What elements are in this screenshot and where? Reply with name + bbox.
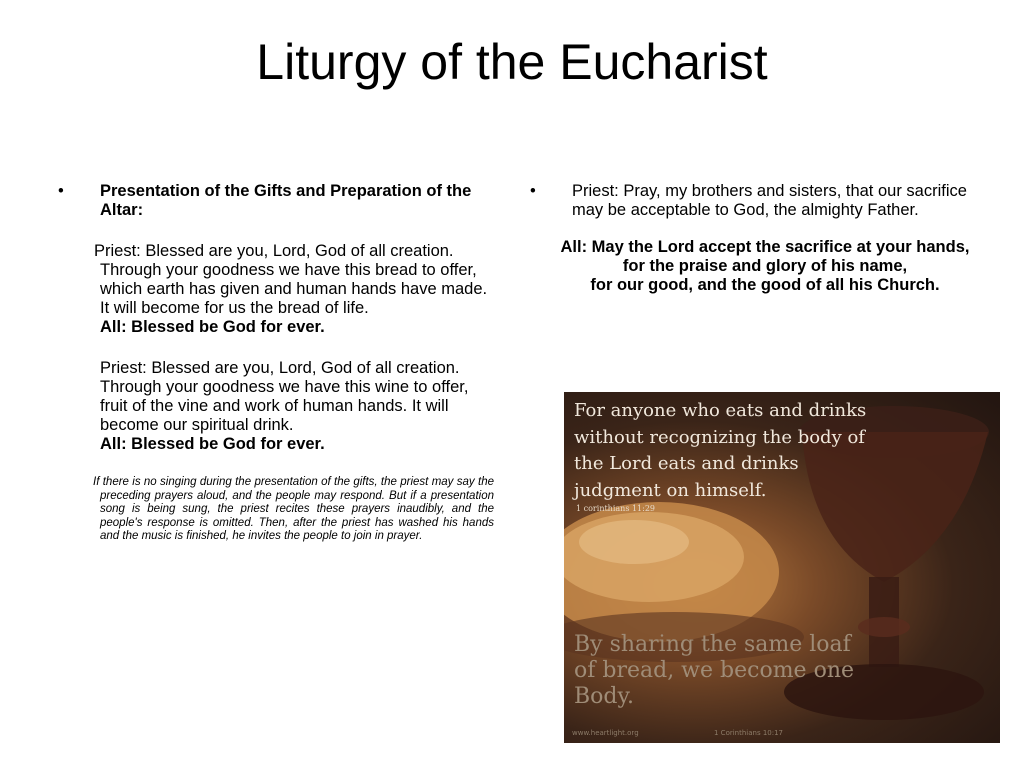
left-bullet <box>58 182 494 220</box>
image-footer-site: www.heartlight.org <box>572 729 639 737</box>
image-verse-bottom: By sharing the same loaf of bread, we become one Body. <box>574 632 855 709</box>
rubric-note: If there is no singing during the presentation of the gifts, the priest may say the preceding prayers aloud, and the people may respond. But if a presentation song is being sung, the priest recites these prayers inaudibly, and the people's response is omitted. Then, after the priest has washed his hands and the music is finished, he invites the people to join in prayer. <box>93 476 494 542</box>
wine-all-response: All: Blessed be God for ever. <box>100 435 325 453</box>
priest-invitation-line1: Priest: Pray, my brothers and sisters, that our sacrifice <box>572 182 967 200</box>
wine-prayer <box>100 359 494 454</box>
all-response-line1: All: May the Lord accept the sacrifice at your hands, <box>560 238 970 256</box>
image-verse-top: For anyone who eats and drinks without recognizing the body of the Lord eats and drinks judgment on himself. <box>574 400 867 501</box>
image-verse-top-reference: 1 corinthians 11:29 <box>576 504 656 513</box>
right-column <box>530 182 970 295</box>
section-heading: Presentation of the Gifts and Preparation of the Altar: <box>100 182 472 219</box>
left-column <box>58 182 494 555</box>
slide-title: Liturgy of the Eucharist <box>256 34 768 90</box>
bread-and-chalice-image <box>564 392 1000 743</box>
all-response-block <box>560 238 970 295</box>
right-bullet <box>530 182 970 220</box>
bread-prayer <box>94 242 494 337</box>
bread-all-response: All: Blessed be God for ever. <box>100 318 325 336</box>
priest-invitation-line2: may be acceptable to God, the almighty Father. <box>572 201 919 219</box>
bullet-marker: • <box>58 182 64 200</box>
wine-priest-text: Priest: Blessed are you, Lord, God of all creation. Through your goodness we have this wine to offer, fruit of the vine and work of human hands. It will become our spiritual drink. <box>100 359 469 434</box>
all-response-line3: for our good, and the good of all his Church. <box>590 276 940 294</box>
bullet-marker: • <box>530 182 536 200</box>
image-footer-reference: 1 Corinthians 10:17 <box>714 729 784 737</box>
bread-priest-text: Priest: Blessed are you, Lord, God of all creation. Through your goodness we have this bread to offer, which earth has given and human hands have made. It will become for us the bread of life. <box>94 242 488 317</box>
all-response-line2: for the praise and glory of his name, <box>622 257 908 275</box>
